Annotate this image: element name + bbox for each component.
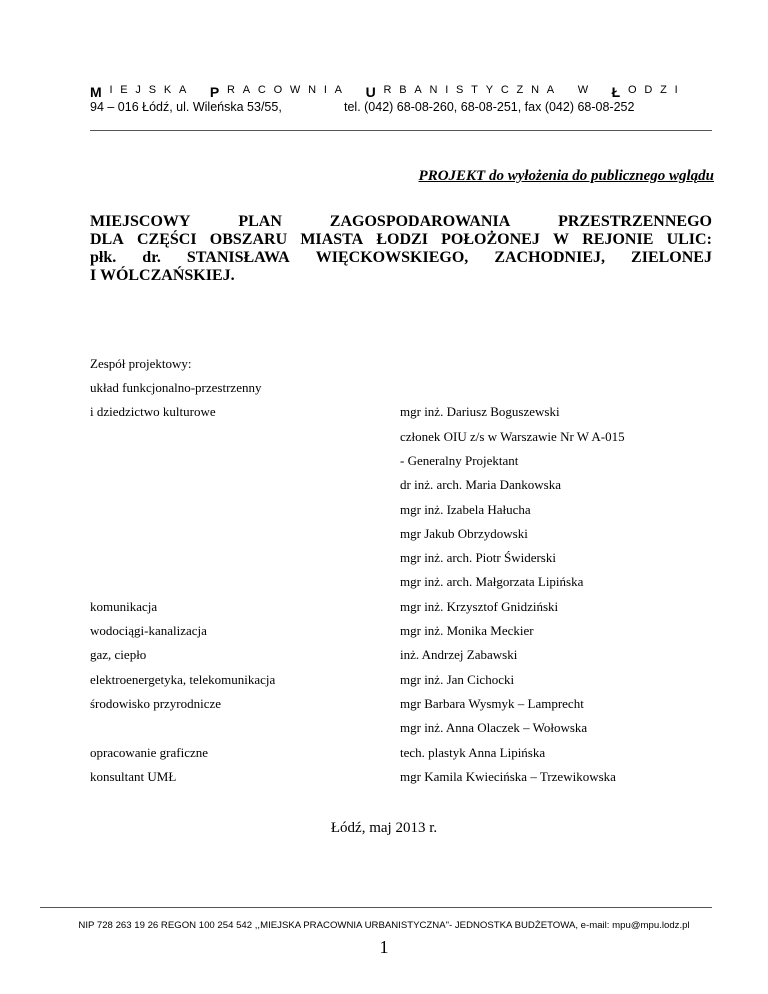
organization-letter: C — [257, 84, 266, 96]
organization-letter: I — [445, 84, 449, 96]
team-member: mgr inż. Jan Cichocki — [400, 671, 515, 687]
team-member: - Generalny Projektant — [400, 452, 519, 468]
title-line — [90, 231, 712, 249]
organization-letter: B — [399, 84, 407, 96]
organization-letter: I — [109, 84, 113, 96]
team-role: komunikacja — [90, 598, 158, 614]
organization-letter: K — [163, 84, 172, 96]
team-role: i dziedzictwo kulturowe — [90, 404, 216, 420]
team-row — [90, 453, 712, 477]
organization-letter: N — [531, 84, 540, 96]
organization-letter: C — [500, 84, 509, 96]
organization-letter: A — [178, 84, 187, 96]
organization-letter: N — [429, 84, 438, 96]
organization-letter: D — [644, 84, 653, 96]
organization-letter: S — [148, 84, 157, 96]
team-row — [90, 477, 712, 501]
organization-letter: I — [323, 84, 327, 96]
team-row — [90, 696, 712, 720]
title-word: WIĘCKOWSKIEGO, — [315, 249, 469, 266]
organization-letter: A — [414, 84, 422, 96]
header-divider — [90, 130, 712, 131]
footer-divider — [40, 907, 712, 908]
team-member: mgr Barbara Wysmyk – Lamprecht — [400, 695, 584, 711]
team-row — [90, 599, 712, 623]
title-word: ZAGOSPODAROWANIA — [329, 213, 511, 230]
title-word: REJONIE — [582, 231, 654, 248]
team-member: członek OIU z/s w Warszawie Nr W A-015 — [400, 428, 625, 444]
title-line — [90, 267, 712, 285]
title-word: MIASTA — [300, 231, 364, 248]
organization-letter: S — [456, 84, 464, 96]
team-member: dr inż. arch. Maria Dankowska — [400, 477, 561, 493]
organization-letter: W — [577, 84, 589, 96]
team-role: gaz, ciepło — [90, 647, 147, 663]
team-member: mgr Kamila Kwiecińska – Trzewikowska — [400, 768, 616, 784]
organization-letter: P — [209, 84, 220, 100]
team-row — [90, 429, 712, 453]
team-member: mgr inż. arch. Małgorzata Lipińska — [400, 574, 584, 590]
organization-name — [90, 84, 678, 100]
team-row — [90, 404, 712, 428]
title-line — [90, 249, 712, 267]
title-word: MIEJSCOWY — [90, 213, 191, 230]
organization-letter: O — [628, 84, 637, 96]
team-row — [90, 769, 712, 793]
title-word: W — [553, 231, 570, 248]
title-word: płk. — [90, 249, 117, 266]
organization-letter: Ł — [611, 84, 621, 100]
team-member: mgr inż. Dariusz Boguszewski — [400, 404, 560, 420]
team-row — [90, 550, 712, 574]
team-role: wodociągi-kanalizacja — [90, 623, 207, 638]
team-row — [90, 672, 712, 696]
organization-letter: A — [334, 84, 343, 96]
title-word: ULIC: — [666, 231, 712, 248]
title-word: PRZESTRZENNEGO — [558, 213, 712, 230]
team-member: mgr inż. Izabela Hałucha — [400, 501, 531, 517]
organization-letter: A — [546, 84, 555, 96]
organization-letter: M — [90, 84, 102, 100]
organization-letter — [350, 84, 358, 100]
team-row — [90, 502, 712, 526]
team-member: mgr inż. arch. Piotr Świderski — [400, 550, 556, 566]
organization-letter: R — [383, 84, 392, 96]
title-word: ŁODZI — [376, 231, 428, 248]
organization-letter: N — [308, 84, 317, 96]
place-date: Łódź, maj 2013 r. — [330, 820, 438, 836]
organization-letter: Z — [660, 84, 667, 96]
organization-letter: J — [135, 84, 141, 96]
organization-phones: tel. (042) 68-08-260, 68-08-251, fax (042) 68-08-252 — [344, 100, 635, 114]
organization-letter: I — [674, 84, 678, 96]
team-member: mgr inż. Anna Olaczek – Wołowska — [400, 720, 588, 736]
title-word: OBSZARU — [209, 231, 288, 248]
organization-letter: A — [242, 84, 251, 96]
organization-letter: U — [365, 84, 376, 100]
team-role: opracowanie graficzne — [90, 744, 209, 760]
title-line — [90, 213, 712, 231]
organization-letter: E — [120, 84, 128, 96]
organization-letter — [596, 84, 604, 100]
organization-letter — [194, 84, 202, 100]
team-member: tech. plastyk Anna Lipińska — [400, 744, 546, 760]
document-title — [90, 213, 712, 285]
organization-letter — [562, 84, 570, 100]
team-row — [90, 623, 712, 647]
team-member: mgr inż. Krzysztof Gnidziński — [400, 598, 559, 614]
team-row — [90, 745, 712, 769]
team-row — [90, 720, 712, 744]
team-row — [90, 574, 712, 598]
team-row — [90, 380, 712, 404]
organization-letter: W — [289, 84, 301, 96]
projekt-note: PROJEKT do wyłożenia do publicznego wglądu — [418, 168, 714, 184]
organization-letter: Z — [516, 84, 524, 96]
title-word: I WÓLCZAŃSKIEJ. — [90, 267, 235, 284]
organization-letter: Y — [485, 84, 494, 96]
organization-letter: T — [471, 84, 478, 96]
title-word: POŁOŻONEJ — [441, 231, 540, 248]
team-role: elektroenergetyka, telekomunikacja — [90, 671, 276, 687]
team-label: Zespół projektowy: — [90, 356, 192, 371]
footer-info: NIP 728 263 19 26 REGON 100 254 542 ,,MIEJSKA PRACOWNIA URBANISTYCZNA"- JEDNOSTKA BUDŻETOWA, e-mail: mpu@mpu.lodz.pl — [78, 920, 690, 931]
title-word: ZACHODNIEJ, — [494, 249, 605, 266]
team-row — [90, 526, 712, 550]
team-member: mgr inż. Monika Meckier — [400, 623, 534, 638]
title-word: STANISŁAWA — [186, 249, 290, 266]
team-member: mgr Jakub Obrzydowski — [400, 525, 528, 541]
team-role: układ funkcjonalno-przestrzenny — [90, 380, 262, 395]
page-number: 1 — [379, 937, 389, 957]
title-word: DLA — [90, 231, 124, 248]
title-word: CZĘŚCI — [136, 231, 197, 248]
team-row — [90, 647, 712, 671]
team-role: konsultant UMŁ — [90, 768, 177, 784]
team-member: inż. Andrzej Zabawski — [400, 647, 518, 663]
title-word: dr. — [142, 249, 161, 266]
organization-letter: O — [273, 84, 283, 96]
team-role: środowisko przyrodnicze — [90, 695, 222, 711]
title-word: PLAN — [238, 213, 282, 230]
organization-address: 94 – 016 Łódź, ul. Wileńska 53/55, — [90, 100, 282, 114]
title-word: ZIELONEJ — [631, 249, 712, 266]
organization-letter: R — [226, 84, 235, 96]
